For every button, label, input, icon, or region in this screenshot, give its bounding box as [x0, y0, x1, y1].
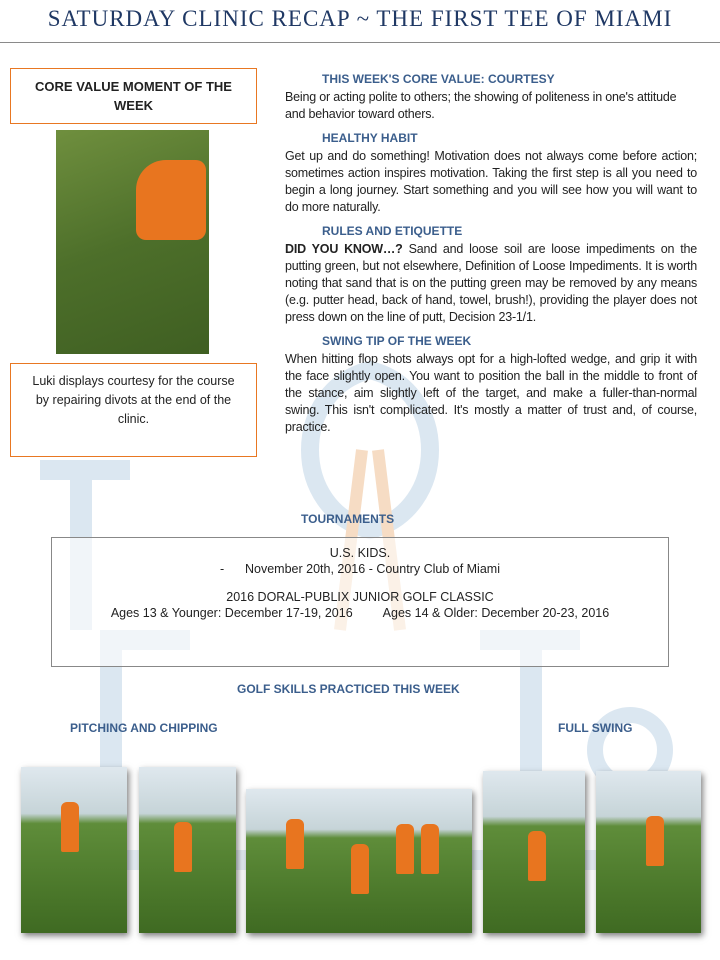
- rules-body: [285, 241, 697, 326]
- photo-pitching-2: [139, 767, 236, 933]
- event-doral-publix: 2016 DORAL-PUBLIX JUNIOR GOLF CLASSIC: [226, 590, 494, 604]
- photo-full-swing-2: [596, 771, 701, 933]
- photo-luki-repairing-divot: [56, 130, 209, 354]
- rules-heading: RULES AND ETIQUETTE: [322, 224, 463, 238]
- photo-full-swing-1: [483, 771, 585, 933]
- pitching-label: PITCHING AND CHIPPING: [70, 721, 218, 735]
- page-title: SATURDAY CLINIC RECAP ~ THE FIRST TEE OF MIAMI: [47, 6, 673, 31]
- event-doral-young: Ages 13 & Younger: December 17-19, 2016: [110, 606, 353, 620]
- healthy-habit-body: Get up and do something! Motivation does not always come before action; sometimes action inspires motivation. Taking the first step is all you need to begin a long journey. Start something and you will see how you will want to do more naturally.: [285, 149, 697, 214]
- rules-text: Sand and loose soil are loose impediments on the putting green, but not elsewhere, Definition of Loose Impediments. It is worth noting that sand that is on the putting green may be removed by any means (e.g. putter head, back of hand, towel, brush!), providing the player does not press down on the line of putt, Decision 23-1/1.: [285, 242, 697, 324]
- swing-tip-heading: SWING TIP OF THE WEEK: [322, 334, 472, 348]
- event-doral-old: Ages 14 & Older: December 20-23, 2016: [382, 606, 610, 620]
- photo-group-lesson: [246, 789, 472, 933]
- core-value-body: Being or acting polite to others; the showing of politeness in one's attitude and behavior toward others.: [285, 90, 677, 121]
- photo-pitching-1: [21, 767, 127, 933]
- core-moment-title-box: [10, 68, 257, 124]
- photo-subject: [136, 160, 206, 240]
- right-column: [285, 72, 697, 444]
- divider: [0, 42, 720, 43]
- photo-caption: Luki displays courtesy for the course by repairing divots at the end of the clinic.: [32, 374, 235, 426]
- event-us-kids: U.S. KIDS.: [329, 546, 391, 560]
- swing-tip-body: When hitting flop shots always opt for a high-lofted wedge, and grip it with the face slightly open. You want to position the ball in the middle to front of the stance, aim slightly left of the target, and make a fuller-than-normal swing. This isn't complicated. It's mostly a matter of trust and, of course, practice.: [285, 352, 697, 434]
- core-value-heading: THIS WEEK'S CORE VALUE: COURTESY: [322, 72, 555, 86]
- full-swing-label: FULL SWING: [558, 721, 633, 735]
- event-us-kids-detail: - November 20th, 2016 - Country Club of Miami: [220, 562, 500, 576]
- core-moment-title: CORE VALUE MOMENT OF THE WEEK: [35, 79, 232, 113]
- tournaments-heading: TOURNAMENTS: [301, 512, 395, 526]
- caption-box: [10, 363, 257, 457]
- skills-heading: GOLF SKILLS PRACTICED THIS WEEK: [237, 682, 460, 696]
- did-you-know: DID YOU KNOW…?: [285, 242, 403, 256]
- tournaments-box: [51, 537, 669, 667]
- healthy-habit-heading: HEALTHY HABIT: [322, 131, 418, 145]
